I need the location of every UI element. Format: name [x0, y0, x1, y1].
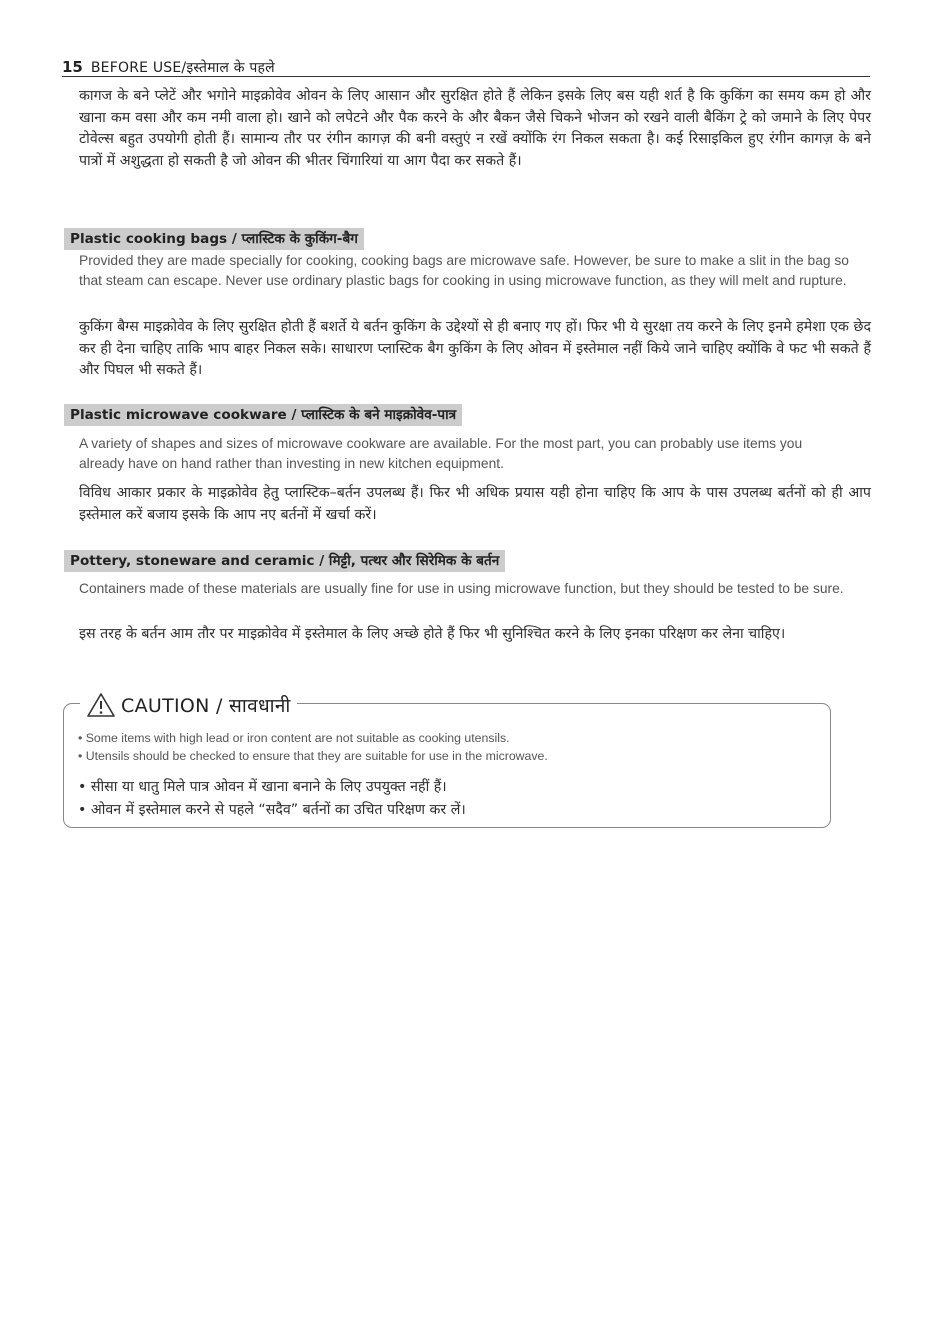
- section-english-text: A variety of shapes and sizes of microwave cookware are available. For the most part, you can probably use items you already have on hand rather than investing in new kitchen equipment.: [79, 436, 803, 471]
- caution-english-item: • Utensils should be checked to ensure that they are suitable for use in the microwave.: [78, 749, 548, 763]
- caution-hindi-item: • ओवन में इस्तेमाल करने से पहले “सदैव” बर्तनों का उचित परिक्षण कर लें।: [78, 802, 466, 818]
- caution-heading: [80, 690, 297, 720]
- caution-hindi-item: • सीसा या धातु मिले पात्र ओवन में खाना बनाने के लिए उपयुक्त नहीं हैं।: [78, 779, 447, 795]
- section-heading-plastic-cooking-bags: Plastic cooking bags / प्लास्टिक के कुकिंग-बैग: [64, 228, 364, 250]
- section-heading-plastic-microwave-cookware: Plastic microwave cookware / प्लास्टिक के बने माइक्रोवेव-पात्र: [64, 404, 462, 426]
- intro-hindi-paragraph: कागज के बने प्लेटें और भगोने माइक्रोवेव ओवन के लिए आसान और सुरक्षित होते हैं लेकिन इसके लिए बस यही शर्त है कि कुकिंग का समय कम हो और खाना कम वसा और कम नमी वाला हो। खाने को लपेटने और पैक करने के और बैकन जैसे चिकने भोजन को रखने वाली बैकिंग ट्रे को जमाने के लिए पेपर टोवेल्स बहुत उपयोगी होती हैं। सामान्य तौर पर रंगीन कागज़ की बनी वस्तुएं न रखें क्योंकि रंग निकल सकता है। कई रिसाइकिल हुए रंगीन कागज़ के बने पात्रों में अशुद्धता हो सकती है जो ओवन की भीतर चिंगारियां या आग पैदा कर सकते हैं।: [79, 88, 871, 169]
- warning-triangle-icon: [86, 692, 116, 718]
- caution-english-item: • Some items with high lead or iron content are not suitable as cooking utensils.: [78, 731, 510, 745]
- section-english-text: Provided they are made specially for cooking, cooking bags are microwave safe. However, be sure to make a slit in the bag so that steam can escape. Never use ordinary plastic bags for cooking in using microwave function, as they will melt and rupture.: [79, 253, 849, 288]
- section-hindi-text: इस तरह के बर्तन आम तौर पर माइक्रोवेव में इस्तेमाल के लिए अच्छे होते हैं फिर भी सुनिश्चित करने के लिए इनका परिक्षण कर लेना चाहिए।: [79, 626, 786, 642]
- page-header: [62, 58, 870, 77]
- section-hindi-text: विविध आकार प्रकार के माइक्रोवेव हेतु प्लास्टिक–बर्तन उपलब्ध हैं। फिर भी अधिक प्रयास यही होना चाहिए कि आप के पास उपलब्ध बर्तनों को ही आप इस्तेमाल करें बजाय इसके कि आप नए बर्तनों में खर्चा करें।: [79, 485, 871, 523]
- page-section-title: BEFORE USE/इस्तेमाल के पहले: [90, 60, 275, 76]
- section-hindi-text: कुकिंग बैग्स माइक्रोवेव के लिए सुरक्षित होती हैं बशर्ते ये बर्तन कुकिंग के उद्देश्यों से ही बनाए गए हों। फिर भी ये सुरक्षा तय करने के लिए इनमे हमेशा एक छेद कर ही देना चाहिए ताकि भाप बाहर निकल सके। साधारण प्लास्टिक बैग कुकिंग के लिए ओवन में इस्तेमाल नहीं किये जाने चाहिए क्योंकि वे फट भी सकते हैं और पिघल भी सकते हैं।: [79, 319, 871, 378]
- section-english-text: Containers made of these materials are usually fine for use in using microwave function, but they should be tested to be sure.: [79, 581, 844, 596]
- caution-title: CAUTION / सावधानी: [121, 695, 291, 717]
- page-number: 15: [62, 58, 83, 76]
- section-heading-pottery-stoneware-ceramic: Pottery, stoneware and ceramic / मिट्टी, पत्थर और सिरेमिक के बर्तन: [64, 550, 505, 572]
